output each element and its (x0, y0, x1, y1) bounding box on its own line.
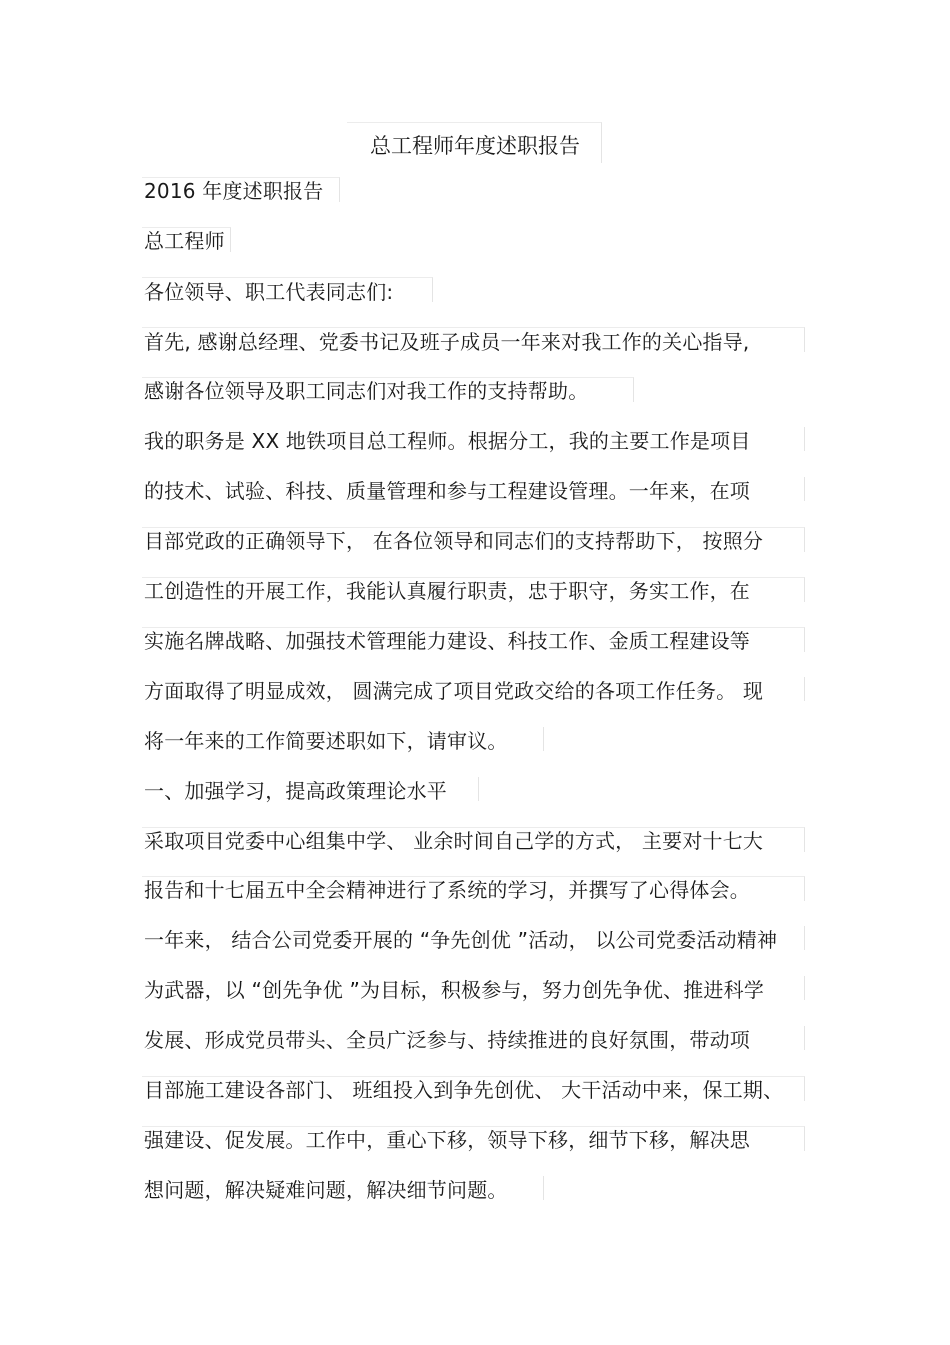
paragraph-line: 想问题，解决疑难问题，解决细节问题。 (144, 1178, 508, 1202)
paragraph-line: 目部施工建设各部门、 班组投入到争先创优、 大干活动中来，保工期、 (144, 1078, 784, 1102)
paragraph-line: 目部党政的正确领导下， 在各位领导和同志们的支持帮助下， 按照分 (144, 529, 764, 553)
paragraph-line: 采取项目党委中心组集中学、 业余时间自己学的方式， 主要对十七大 (144, 829, 764, 853)
paragraph-line: 方面取得了明显成效， 圆满完成了项目党政交给的各项工作任务。 现 (144, 679, 764, 703)
section-heading: 一、加强学习，提高政策理论水平 (144, 779, 447, 803)
paragraph-line: 报告和十七届五中全会精神进行了系统的学习，并撰写了心得体会。 (144, 878, 750, 902)
paragraph-line: 感谢各位领导及职工同志们对我工作的支持帮助。 (144, 379, 589, 403)
paragraph-line: 的技术、试验、科技、质量管理和参与工程建设管理。一年来，在项 (144, 479, 750, 503)
paragraph-line: 实施名牌战略、加强技术管理能力建设、科技工作、金质工程建设等 (144, 629, 750, 653)
author-role: 总工程师 (144, 229, 225, 253)
paragraph-line: 强建设、促发展。工作中，重心下移，领导下移，细节下移，解决思 (144, 1128, 750, 1152)
paragraph-line: 为武器，以 “创先争优 ”为目标，积极参与，努力创先争优、推进科学 (144, 978, 765, 1002)
paragraph-line: 工创造性的开展工作，我能认真履行职责，忠于职守，务实工作，在 (144, 579, 750, 603)
salutation: 各位领导、职工代表同志们: (144, 280, 394, 304)
paragraph-line: 一年来， 结合公司党委开展的 “争先创优 ”活动， 以公司党委活动精神 (144, 928, 778, 952)
document-title: 总工程师年度述职报告 (370, 134, 580, 158)
paragraph-line: 首先, 感谢总经理、党委书记及班子成员一年来对我工作的关心指导, (144, 330, 750, 354)
paragraph-line: 发展、形成党员带头、全员广泛参与、持续推进的良好氛围，带动项 (144, 1028, 750, 1052)
paragraph-line: 将一年来的工作简要述职如下，请审议。 (144, 729, 508, 753)
report-year-heading: 2016 年度述职报告 (144, 179, 324, 203)
paragraph-line: 我的职务是 XX 地铁项目总工程师。根据分工，我的主要工作是项目 (144, 429, 751, 453)
